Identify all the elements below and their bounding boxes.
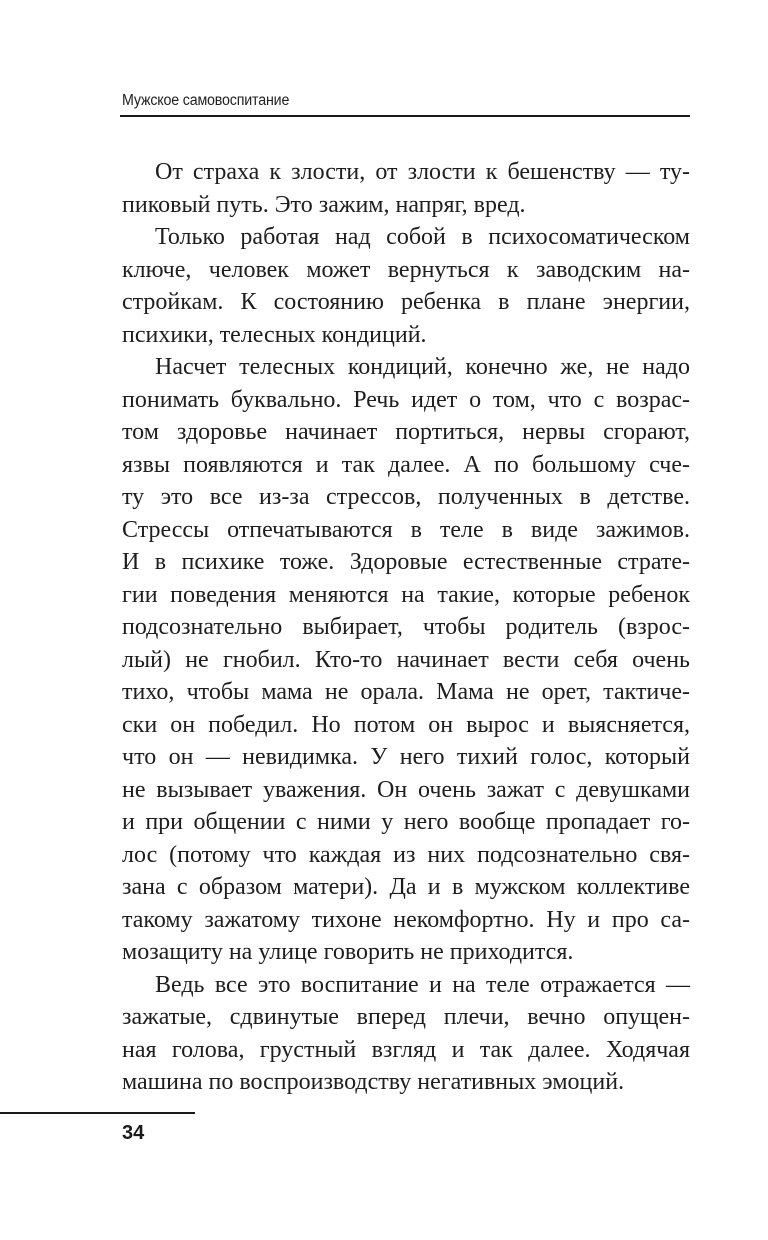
text-line: зажатые, сдвинутые вперед плечи, вечно опущен-: [122, 1004, 690, 1030]
text-line: язвы появляются и так далее. А по большому сче-: [122, 451, 690, 478]
text-line: такому зажатому тихоне некомфортно. Ну и про са-: [122, 906, 690, 933]
page-number: 34: [122, 1122, 145, 1144]
text-line: гии поведения меняются на такие, которые ребенок: [122, 581, 690, 608]
text-line: стройкам. К состоянию ребенка в плане энергии,: [122, 289, 690, 315]
text-line: не вызывает уважения. Он очень зажат с девушками: [122, 776, 690, 803]
text-line: ту это все из-за стрессов, полученных в детстве.: [122, 484, 690, 510]
text-line: зана с образом матери). Да и в мужском коллективе: [122, 874, 690, 900]
text-line: Стрессы отпечатываются в теле в виде зажимов.: [122, 516, 690, 543]
text-line: От страха к злости, от злости к бешенству — ту-: [155, 159, 690, 185]
text-line: понимать буквально. Речь идет о том, что с возрас-: [122, 386, 690, 413]
text-line: мозащиту на улице говорить не приходится.: [122, 939, 574, 965]
running-head-title: Мужское самовоспитание: [122, 92, 290, 109]
text-line: пиковый путь. Это зажим, напряг, вред.: [122, 191, 526, 218]
text-line: Только работая над собой в психосоматическом: [155, 224, 690, 250]
text-line: Ведь все это воспитание и на теле отражается —: [155, 971, 690, 998]
text-line: лос (потому что каждая из них подсознательно свя-: [122, 841, 690, 868]
text-line: психики, телесных кондиций.: [122, 321, 427, 348]
text-line: и при общении с ними у него вообще пропадает го-: [122, 809, 690, 835]
text-line: ски он победил. Но потом он вырос и выясняется,: [122, 711, 690, 738]
text-line: машина по воспроизводству негативных эмоций.: [122, 1069, 625, 1095]
text-line: Насчет телесных кондиций, конечно же, не надо: [155, 354, 690, 380]
text-line: ключе, человек может вернуться к заводским на-: [122, 256, 690, 283]
footer-rule: [0, 1112, 195, 1114]
text-line: том здоровье начинает портиться, нервы сгорают,: [122, 419, 690, 445]
text-line: что он — невидимка. У него тихий голос, который: [122, 744, 690, 770]
text-line: подсознательно выбирает, чтобы родитель (взрос-: [122, 614, 690, 640]
header-rule: [120, 115, 690, 117]
text-line: тихо, чтобы мама не орала. Мама не орет, тактиче-: [122, 679, 690, 705]
body-text: [122, 156, 690, 1099]
text-line: ная голова, грустный взгляд и так далее. Ходячая: [122, 1036, 690, 1063]
text-line: И в психике тоже. Здоровые естественные страте-: [122, 549, 690, 575]
text-line: лый) не гнобил. Кто-то начинает вести себя очень: [122, 646, 690, 673]
